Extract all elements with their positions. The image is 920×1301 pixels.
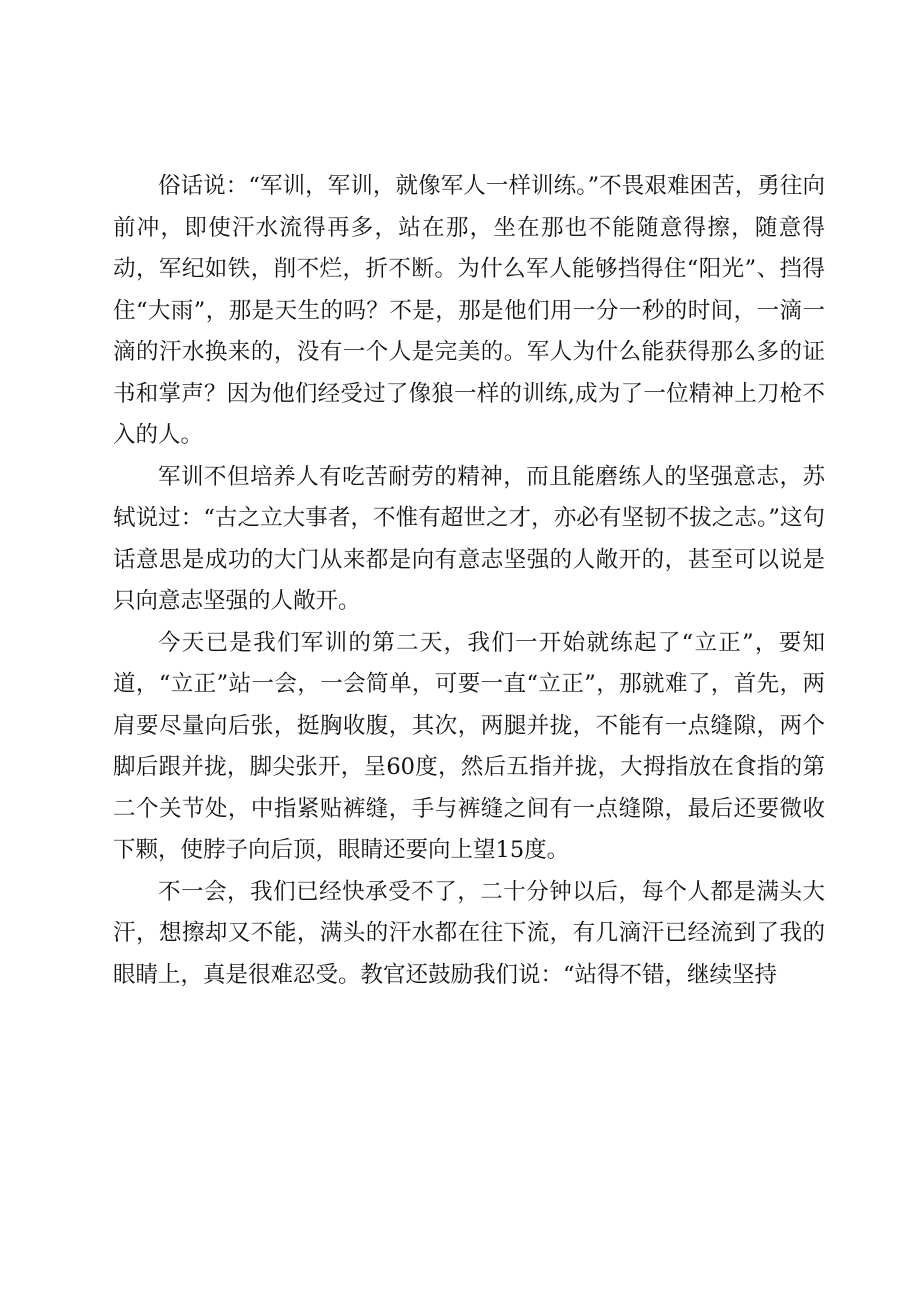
paragraph-4: 不一会，我们已经快承受不了，二十分钟以后，每个人都是满头大汗，想擦却又不能，满头的汗水都在往下流，有几滴汗已经流到了我的眼睛上，真是很难忍受。教官还鼓励我们说：“站得不错，继续坚持 [113, 878, 825, 988]
paragraph-2: 军训不但培养人有吃苦耐劳的精神，而且能磨练人的坚强意志，苏轼说过：“古之立大事者，不惟有超世之才，亦必有坚韧不拔之志。”这句话意思是成功的大门从来都是向有意志坚强的人敞开的，甚至可以说是只向意志坚强的人敞开。 [113, 463, 825, 614]
document-body [113, 166, 825, 996]
paragraph-3: 今天已是我们军训的第二天，我们一开始就练起了“立正”，要知道，“立正”站一会，一会简单，可要一直“立正”，那就难了，首先，两肩要尽量向后张，挺胸收腹，其次，两腿并拢，不能有一点缝隙，两个脚后跟并拢，脚尖张开，呈60度，然后五指并拢，大拇指放在食指的第二个关节处，中指紧贴裤缝，手与裤缝之间有一点缝隙，最后还要微收下颗，使脖子向后顶，眼睛还要向上望15度。 [113, 629, 825, 863]
paragraph-1: 俗话说：“军训，军训，就像军人一样训练。”不畏艰难困苦，勇往向前冲，即使汗水流得再多，站在那，坐在那也不能随意得擦，随意得动，军纪如铁，削不烂，折不断。为什么军人能够挡得住“阳光”、挡得住“大雨”，那是天生的吗？不是，那是他们用一分一秒的时间，一滴一滴的汗水换来的，没有一个人是完美的。军人为什么能获得那么多的证书和掌声？因为他们经受过了像狼一样的训练,成为了一位精神上刀枪不入的人。 [113, 173, 825, 448]
